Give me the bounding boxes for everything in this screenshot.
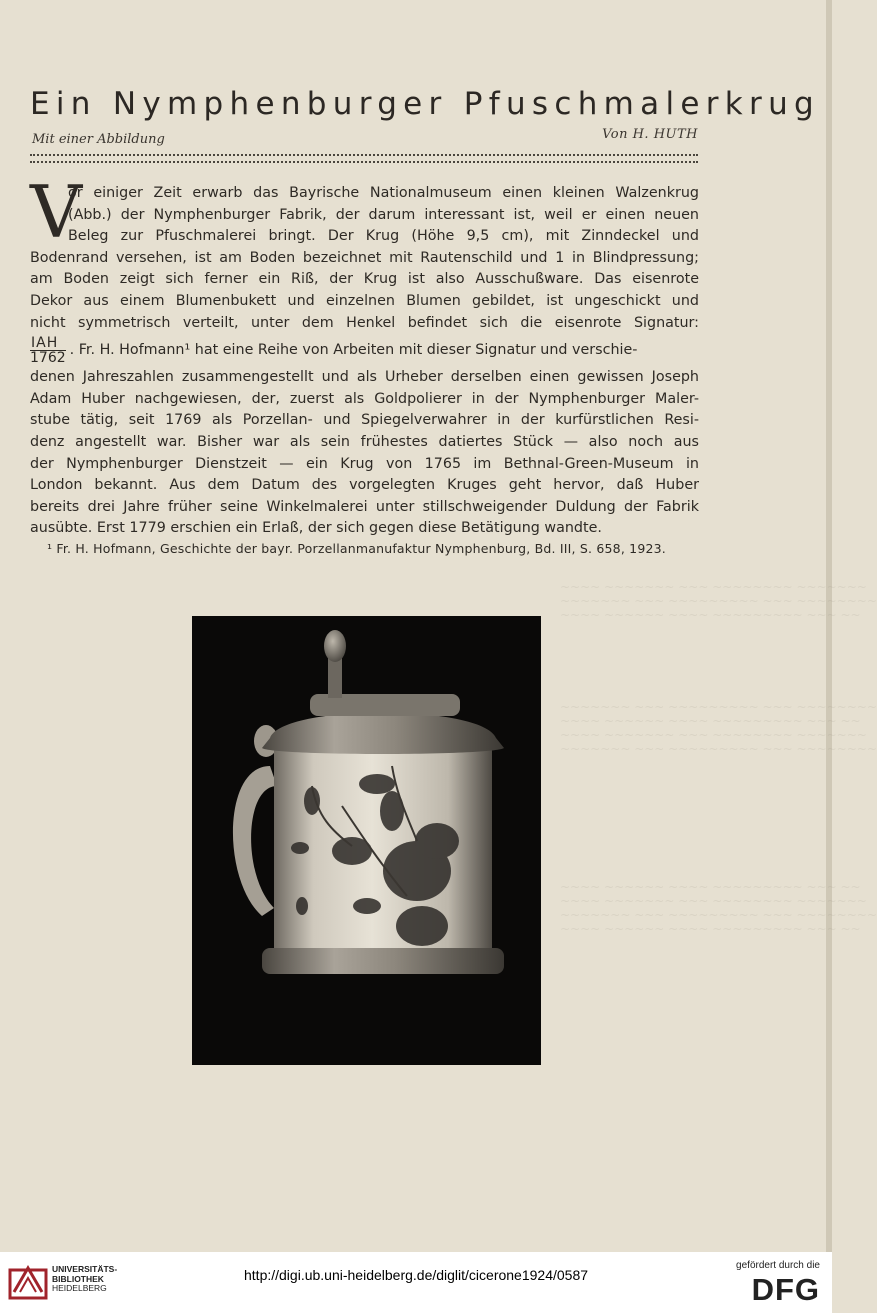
footer-bar [0, 1252, 832, 1313]
finial-stem [328, 656, 342, 698]
funding-note: gefördert durch die [736, 1260, 820, 1271]
text-line: denen Jahreszahlen zusammengestellt und als Urheber derselben einen gewissen Joseph [30, 369, 699, 386]
drop-cap: V [30, 170, 82, 254]
article-author: Von H. HUTH [602, 127, 698, 142]
footnote: ¹ Fr. H. Hofmann, Geschichte der bayr. Porzellanmanufaktur Nymphenburg, Bd. III, S. 658, 1923. [47, 541, 666, 556]
handle-shape [233, 766, 277, 916]
text-line: London bekannt. Aus dem Datum des vorgelegten Kruges geht hervor, daß Huber [30, 477, 699, 494]
show-through-text: ~~~~~~~ ~~~ ~~~~~~~~~ ~~~ ~~~~~~~~ ~~~~ ~~~~~~ ~~~~ ~~~~~~~~~ ~~~ ~~ ~~~~ ~~~~~~~ ~~~ ~~~~~~~~ ~~~~~~~ ~~~~~~~ ~~~ ~~~~~~~~~ ~~~ ~~~~~~~~ [560, 700, 877, 756]
text-line: or einiger Zeit erwarb das Bayrische Nationalmuseum einen kleinen Walzenkrug [68, 185, 699, 201]
base-ring [262, 948, 504, 974]
tankard-photograph [192, 616, 541, 1065]
library-name-line: UNIVERSITÄTS- [52, 1264, 118, 1274]
text-line: (Abb.) der Nymphenburger Fabrik, der darum interessant ist, weil er einen neuen [68, 206, 699, 223]
library-name-line: BIBLIOTHEK [52, 1273, 104, 1284]
signature-year: 1762 [30, 349, 66, 366]
signature-line-text: . Fr. H. Hofmann¹ hat eine Reihe von Arbeiten mit dieser Signatur und verschie- [69, 342, 638, 359]
pewter-lid [262, 713, 504, 755]
text-line: am Boden zeigt sich ferner ein Riß, der Krug ist also Ausschußware. Das eisenrote [30, 271, 699, 288]
article-body [30, 183, 699, 540]
text-line: Dekor aus einem Blumenbukett und einzelnen Blumen gebildet, ist ungeschickt und [30, 292, 699, 309]
library-name-line: HEIDELBERG [52, 1283, 107, 1293]
dfg-logo: DFG [751, 1272, 820, 1307]
tankard-illustration [192, 616, 541, 1065]
text-line: Adam Huber nachgewiesen, der, zuerst als Goldpolierer in der Nymphenburger Maler- [30, 390, 699, 407]
show-through-text: ~~~~ ~~~~~~ ~~~~ ~~~~~~~~~ ~~~ ~~ ~~~~ ~~~~~~~ ~~~ ~~~~~~~~ ~~~~~~~ ~~~~~~~ ~~~ ~~~~~~~~~ ~~~ ~~~~~~~~ ~~~~ ~~~~~~ ~~~~ ~~~~~~~~~ ~~~ ~~ [560, 880, 877, 936]
text-line: bereits drei Jahre früher seine Winkelmalerei unter stillschweigender Duldung der Fabrik [30, 498, 699, 515]
signature-monogram: IAH [30, 336, 66, 351]
university-library-logo-icon [8, 1262, 48, 1302]
signature-fraction [30, 336, 66, 365]
text-line: denz angestellt war. Bisher war als sein frühestes datiertes Stück — also noch aus [30, 433, 699, 450]
text-line: Beleg zur Pfuschmalerei bringt. Der Krug (Höhe 9,5 cm), mit Zinndeckel und [68, 228, 699, 245]
library-name [52, 1265, 117, 1294]
text-line: ausübte. Erst 1779 erschien ein Erlaß, der sich gegen diese Betätigung wandte. [30, 520, 602, 537]
title-rule [30, 154, 698, 163]
text-line: Bodenrand versehen, ist am Boden bezeichnet mit Rautenschild und 1 in Blindpressung; [30, 249, 699, 266]
article-title: Ein Nymphenburger Pfuschmalerkrug [30, 86, 820, 122]
text-line: nicht symmetrisch verteilt, unter dem Henkel befindet sich die eisenrote Signatur: [30, 314, 699, 331]
text-line: stube tätig, seit 1769 als Porzellan- und Spiegelverwahrer in der kurfürstlichen Resi- [30, 412, 699, 429]
permalink-url[interactable]: http://digi.ub.uni-heidelberg.de/diglit/cicerone1924/0587 [244, 1267, 589, 1283]
page-edge [826, 0, 832, 1252]
signature-line [30, 334, 699, 367]
finial-knob [324, 630, 346, 662]
text-line: der Nymphenburger Dienstzeit — ein Krug von 1765 im Bethnal-Green-Museum in [30, 455, 699, 472]
article-subtitle: Mit einer Abbildung [32, 132, 165, 147]
show-through-text: ~~~~ ~~~~~~~ ~~~ ~~~~~~~~ ~~~~~~~ ~~~~~~~ ~~~ ~~~~~~~~~ ~~~ ~~~~~~~~ ~~~~ ~~~~~~ ~~~~ ~~~~~~~~~ ~~~ ~~ [560, 580, 877, 622]
